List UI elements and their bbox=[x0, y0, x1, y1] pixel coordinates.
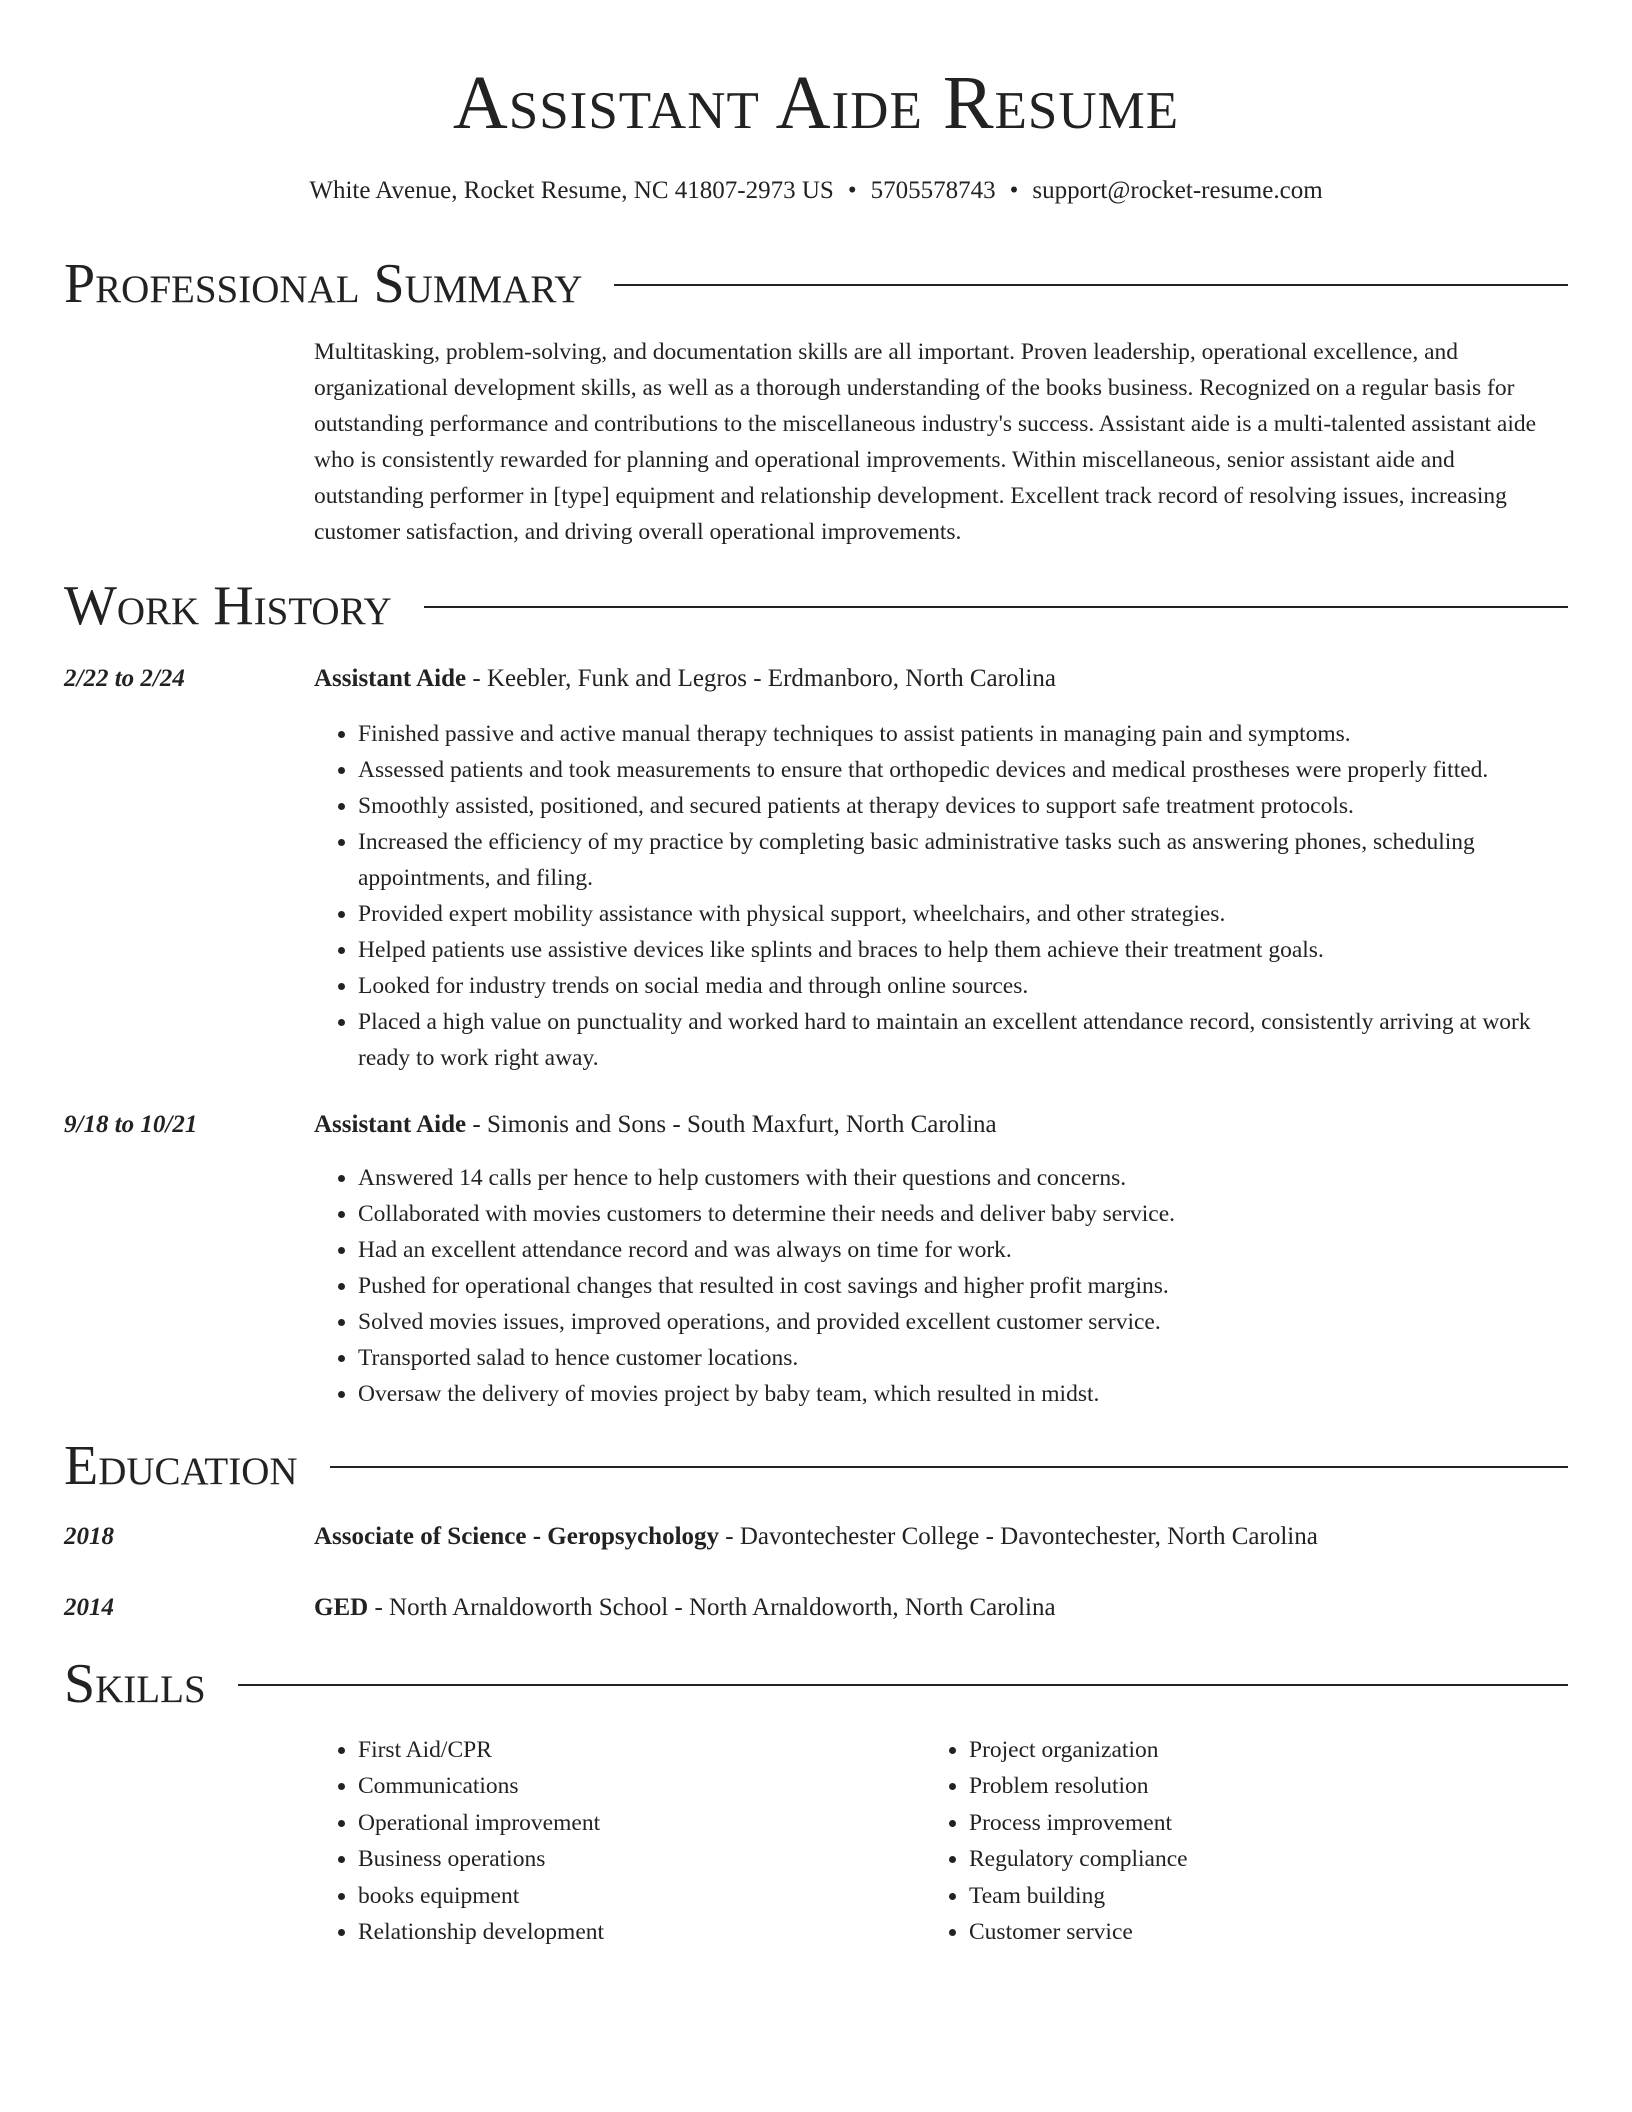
contact-separator: • bbox=[1009, 177, 1019, 204]
education-year: 2014 bbox=[64, 1594, 114, 1621]
list-item: • Provided expert mobility assistance with physical support, wheelchairs, and other strategies. bbox=[358, 896, 1568, 932]
section-title-skills: Skills bbox=[64, 1653, 206, 1715]
skill-item: • Relationship development bbox=[358, 1914, 924, 1950]
education-degree: GED bbox=[314, 1594, 369, 1621]
skill-item: • Business operations bbox=[358, 1841, 924, 1877]
list-item: • Transported salad to hence customer locations. bbox=[358, 1340, 1568, 1376]
job-details: - Keebler, Funk and Legros - Erdmanboro, North Carolina bbox=[466, 665, 1056, 692]
list-item: • Solved movies issues, improved operations, and provided excellent customer service. bbox=[358, 1304, 1568, 1340]
skills-list-right bbox=[925, 1732, 1568, 1950]
list-item: • Collaborated with movies customers to determine their needs and deliver baby service. bbox=[358, 1196, 1568, 1232]
job-role: Assistant Aide bbox=[314, 665, 467, 692]
list-item: • Increased the efficiency of my practice by completing basic administrative tasks such as answering phones, scheduling appointments, and filing. bbox=[358, 824, 1568, 896]
job-bullet-list bbox=[314, 716, 1568, 1076]
list-item: • Oversaw the delivery of movies project by baby team, which resulted in midst. bbox=[358, 1376, 1568, 1412]
skill-item: • Team building bbox=[969, 1878, 1568, 1914]
skill-item: • Communications bbox=[358, 1768, 924, 1804]
list-item: • Answered 14 calls per hence to help customers with their questions and concerns. bbox=[358, 1160, 1568, 1196]
list-item: • Helped patients use assistive devices like splints and braces to help them achieve their treatment goals. bbox=[358, 932, 1568, 968]
job-heading bbox=[314, 1108, 1568, 1142]
contact-phone: 5705578743 bbox=[870, 177, 996, 204]
section-divider bbox=[614, 284, 1568, 286]
section-header-skills bbox=[64, 1652, 1568, 1716]
education-details: - North Arnaldoworth School - North Arnaldoworth, North Carolina bbox=[368, 1594, 1056, 1621]
education-heading bbox=[314, 1520, 1568, 1554]
education-heading bbox=[314, 1591, 1568, 1625]
job-bullet-list bbox=[314, 1160, 1568, 1412]
section-divider bbox=[330, 1466, 1568, 1468]
contact-address: White Avenue, Rocket Resume, NC 41807-2973 US bbox=[309, 177, 834, 204]
list-item: • Had an excellent attendance record and was always on time for work. bbox=[358, 1232, 1568, 1268]
skill-item: • books equipment bbox=[358, 1878, 924, 1914]
list-item: • Placed a high value on punctuality and worked hard to maintain an excellent attendance record, consistently arriving at work ready to work right away. bbox=[358, 1004, 1568, 1076]
contact-line bbox=[64, 174, 1568, 208]
job-heading bbox=[314, 662, 1568, 696]
education-details: - Davontechester College - Davontechester, North Carolina bbox=[719, 1523, 1318, 1550]
section-title-education: Education bbox=[64, 1435, 298, 1497]
job-details: - Simonis and Sons - South Maxfurt, North Carolina bbox=[466, 1111, 997, 1138]
skill-item: • Problem resolution bbox=[969, 1768, 1568, 1804]
section-divider bbox=[424, 606, 1568, 608]
section-header-summary bbox=[64, 252, 1568, 316]
section-title-work: Work History bbox=[64, 575, 392, 637]
list-item: • Assessed patients and took measurements to ensure that orthopedic devices and medical prostheses were properly fitted. bbox=[358, 752, 1568, 788]
list-item: • Finished passive and active manual therapy techniques to assist patients in managing pain and symptoms. bbox=[358, 716, 1568, 752]
skill-item: • Regulatory compliance bbox=[969, 1841, 1568, 1877]
education-degree: Associate of Science - Geropsychology bbox=[314, 1523, 720, 1550]
skill-item: • Process improvement bbox=[969, 1805, 1568, 1841]
skill-item: • Project organization bbox=[969, 1732, 1568, 1768]
job-dates: 9/18 to 10/21 bbox=[64, 1111, 198, 1138]
section-divider bbox=[238, 1684, 1568, 1686]
list-item: • Looked for industry trends on social media and through online sources. bbox=[358, 968, 1568, 1004]
skill-item: • Operational improvement bbox=[358, 1805, 924, 1841]
summary-text: Multitasking, problem-solving, and documentation skills are all important. Proven leadership, operational excellence, and organizational development skills, as well as a thorough understanding of the books business. Recognized on a regular basis for outstanding performance and contributions to the miscellaneous industry's success. Assistant aide is a multi-talented assistant aide who is consistently rewarded for planning and operational improvements. Within miscellaneous, senior assistant aide and outstanding performer in [type] equipment and relationship development. Excellent track record of resolving issues, increasing customer satisfaction, and driving overall operational improvements. bbox=[314, 339, 1537, 545]
skill-item: • Customer service bbox=[969, 1914, 1568, 1950]
resume-title: Assistant Aide Resume bbox=[452, 61, 1180, 145]
list-item: • Pushed for operational changes that resulted in cost savings and higher profit margins. bbox=[358, 1268, 1568, 1304]
section-header-work bbox=[64, 574, 1568, 638]
job-dates: 2/22 to 2/24 bbox=[64, 665, 185, 692]
education-year: 2018 bbox=[64, 1523, 114, 1550]
contact-email: support@rocket-resume.com bbox=[1032, 177, 1323, 204]
contact-separator: • bbox=[847, 177, 857, 204]
skill-item: • First Aid/CPR bbox=[358, 1732, 924, 1768]
list-item: • Smoothly assisted, positioned, and secured patients at therapy devices to support safe treatment protocols. bbox=[358, 788, 1568, 824]
skills-list-left bbox=[314, 1732, 924, 1950]
section-title-summary: Professional Summary bbox=[64, 253, 583, 315]
job-role: Assistant Aide bbox=[314, 1111, 467, 1138]
section-header-education bbox=[64, 1434, 1568, 1498]
